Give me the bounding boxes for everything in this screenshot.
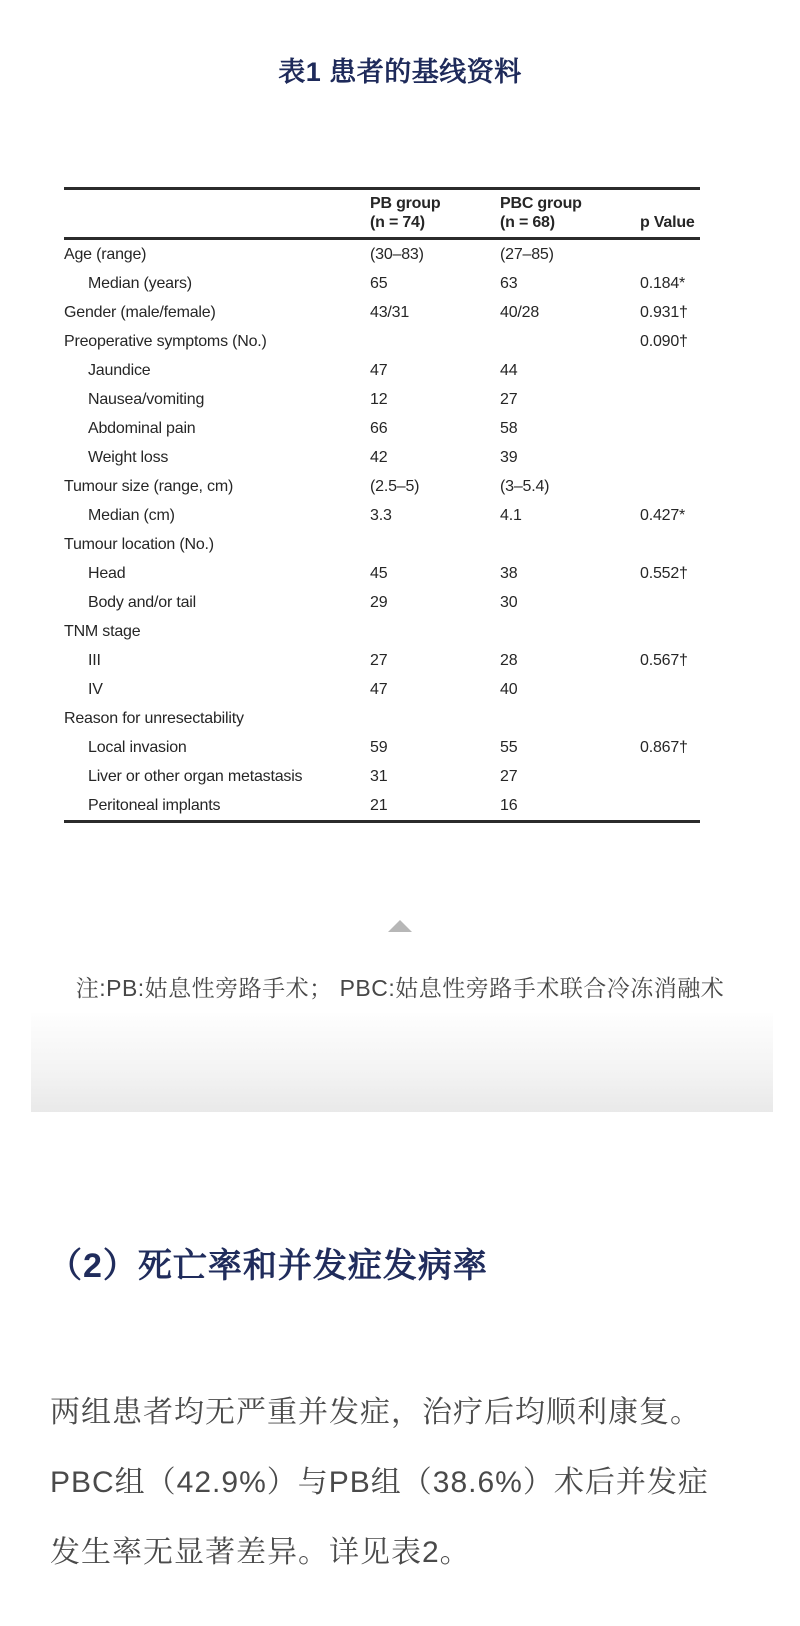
row-label: IV bbox=[88, 680, 103, 698]
p-value: 0.184* bbox=[640, 274, 686, 292]
row-label: Body and/or tail bbox=[88, 593, 196, 611]
table-row bbox=[64, 762, 700, 791]
table-row bbox=[64, 472, 700, 501]
table-header-row bbox=[64, 190, 700, 240]
paragraph-line: PBC组（42.9%）与PB组（38.6%）术后并发症 bbox=[50, 1466, 709, 1499]
baseline-table bbox=[64, 187, 700, 823]
row-label: Head bbox=[88, 564, 126, 582]
pb-group-value: 27 bbox=[370, 651, 388, 669]
pbc-group-value: 55 bbox=[500, 738, 518, 756]
pbc-group-value: 4.1 bbox=[500, 506, 522, 524]
table-row bbox=[64, 385, 700, 414]
pbc-group-value: 16 bbox=[500, 796, 518, 814]
section-heading: （2）死亡率和并发症发病率 bbox=[48, 1247, 488, 1285]
p-value: 0.090† bbox=[640, 332, 688, 350]
row-label: Weight loss bbox=[88, 448, 169, 466]
pbc-group-value: 30 bbox=[500, 593, 518, 611]
pb-group-value: 47 bbox=[370, 680, 388, 698]
table-row bbox=[64, 240, 700, 269]
table-row bbox=[64, 704, 700, 733]
row-label: Median (cm) bbox=[88, 506, 175, 524]
row-label: Median (years) bbox=[88, 274, 192, 292]
table-note: 注:PB:姑息性旁路手术； PBC:姑息性旁路手术联合冷冻消融术 bbox=[75, 975, 725, 1001]
row-label: Nausea/vomiting bbox=[88, 390, 205, 408]
p-value: 0.552† bbox=[640, 564, 688, 582]
collapse-triangle-icon bbox=[388, 920, 412, 932]
table-body bbox=[64, 240, 700, 820]
table-caption: 表1 患者的基线资料 bbox=[278, 57, 522, 87]
pbc-group-value: (27–85) bbox=[500, 245, 554, 263]
paragraph-line: 两组患者均无严重并发症，治疗后均顺利康复。 bbox=[50, 1396, 701, 1429]
pb-group-value: (30–83) bbox=[370, 245, 424, 263]
row-label: Tumour location (No.) bbox=[64, 535, 214, 553]
table-row bbox=[64, 733, 700, 762]
pbc-group-value: 40 bbox=[500, 680, 518, 698]
pb-group-value: 66 bbox=[370, 419, 388, 437]
pb-group-value: 12 bbox=[370, 390, 388, 408]
table-row bbox=[64, 356, 700, 385]
table-row bbox=[64, 559, 700, 588]
table-row bbox=[64, 646, 700, 675]
pbc-group-value: (3–5.4) bbox=[500, 477, 550, 495]
table-row bbox=[64, 530, 700, 559]
pb-group-value: 45 bbox=[370, 564, 388, 582]
row-label: Jaundice bbox=[88, 361, 151, 379]
table-row bbox=[64, 443, 700, 472]
paragraph-line: 发生率无显著差异。详见表2。 bbox=[50, 1536, 471, 1569]
pbc-group-value: 39 bbox=[500, 448, 518, 466]
column-header-pb-group: PB group (n = 74) bbox=[370, 195, 441, 231]
row-label: Age (range) bbox=[64, 245, 147, 263]
gradient-fade-block bbox=[31, 1013, 773, 1112]
table-row bbox=[64, 617, 700, 646]
table-row bbox=[64, 269, 700, 298]
column-header-pbc-group: PBC group (n = 68) bbox=[500, 195, 582, 231]
row-label: Liver or other organ metastasis bbox=[88, 767, 303, 785]
row-label: Peritoneal implants bbox=[88, 796, 221, 814]
row-label: Gender (male/female) bbox=[64, 303, 216, 321]
p-value: 0.867† bbox=[640, 738, 688, 756]
table-row bbox=[64, 298, 700, 327]
pbc-group-value: 27 bbox=[500, 767, 518, 785]
table-row bbox=[64, 414, 700, 443]
row-label: Abdominal pain bbox=[88, 419, 196, 437]
pb-group-value: 65 bbox=[370, 274, 388, 292]
pb-group-value: 43/31 bbox=[370, 303, 410, 321]
pbc-group-value: 58 bbox=[500, 419, 518, 437]
pbc-group-value: 63 bbox=[500, 274, 518, 292]
row-label: Local invasion bbox=[88, 738, 187, 756]
table-row bbox=[64, 791, 700, 820]
body-paragraph bbox=[50, 1378, 770, 1588]
p-value: 0.427* bbox=[640, 506, 686, 524]
row-label: Reason for unresectability bbox=[64, 709, 244, 727]
pbc-group-value: 44 bbox=[500, 361, 518, 379]
table-row bbox=[64, 675, 700, 704]
pbc-group-value: 40/28 bbox=[500, 303, 540, 321]
pb-group-value: 42 bbox=[370, 448, 388, 466]
row-label: Preoperative symptoms (No.) bbox=[64, 332, 267, 350]
table-row bbox=[64, 588, 700, 617]
pb-group-value: 3.3 bbox=[370, 506, 392, 524]
pbc-group-value: 38 bbox=[500, 564, 518, 582]
table-row bbox=[64, 327, 700, 356]
pb-group-value: 31 bbox=[370, 767, 388, 785]
pb-group-value: 29 bbox=[370, 593, 388, 611]
row-label: Tumour size (range, cm) bbox=[64, 477, 234, 495]
pb-group-value: 47 bbox=[370, 361, 388, 379]
p-value: 0.567† bbox=[640, 651, 688, 669]
column-header-p-value: p Value bbox=[640, 214, 695, 231]
pbc-group-value: 28 bbox=[500, 651, 518, 669]
row-label: TNM stage bbox=[64, 622, 141, 640]
pb-group-value: (2.5–5) bbox=[370, 477, 420, 495]
pb-group-value: 21 bbox=[370, 796, 388, 814]
p-value: 0.931† bbox=[640, 303, 688, 321]
table-row bbox=[64, 501, 700, 530]
pb-group-value: 59 bbox=[370, 738, 388, 756]
row-label: III bbox=[88, 651, 101, 669]
pbc-group-value: 27 bbox=[500, 390, 518, 408]
